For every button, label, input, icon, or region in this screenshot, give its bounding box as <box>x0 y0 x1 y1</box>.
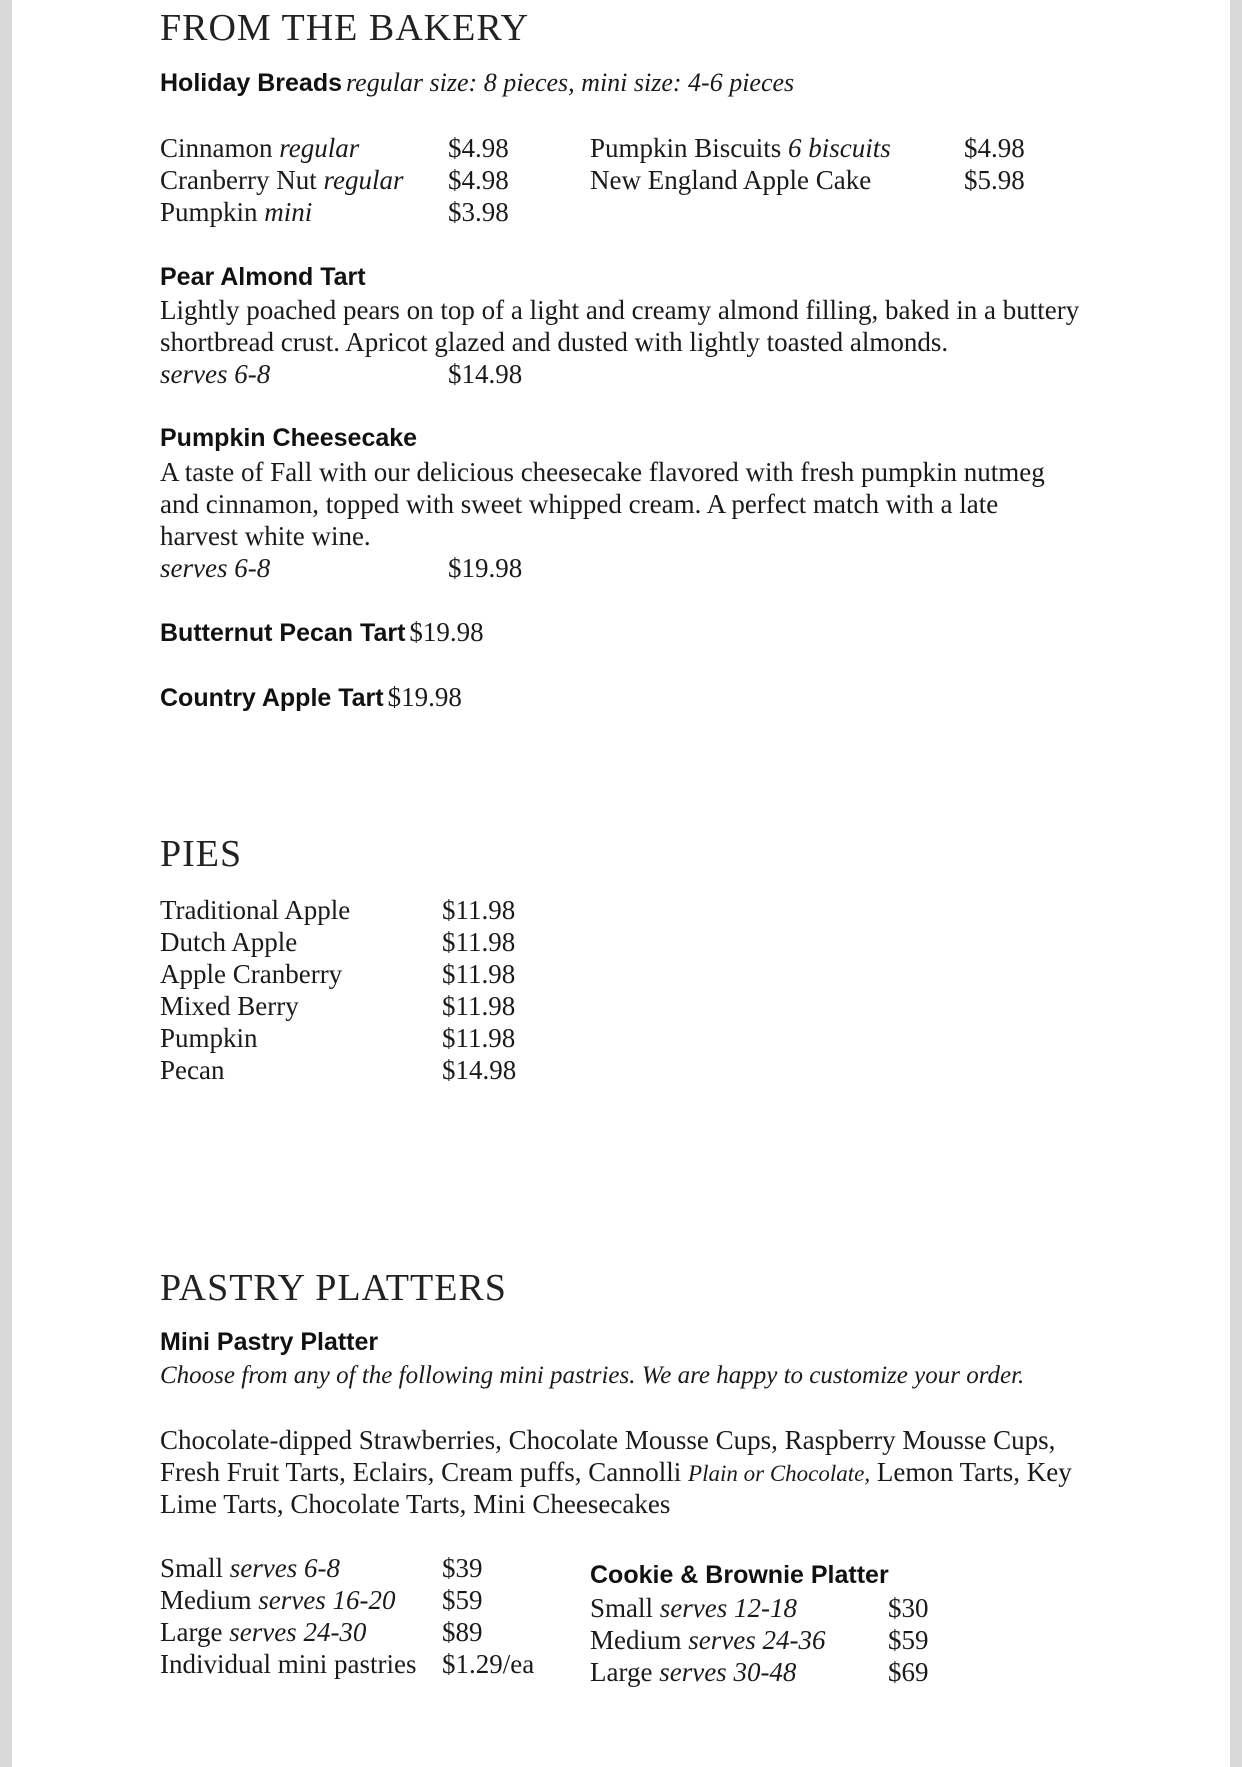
size-serves: serves 12-18 <box>659 1593 797 1623</box>
pie-name: Traditional Apple <box>160 895 351 925</box>
pie-price: $11.98 <box>442 927 516 957</box>
menu-page <box>12 0 1230 1767</box>
item-price: $4.98 <box>448 133 509 163</box>
pear-tart-desc-line: shortbread crust. Apricot glazed and dusted with lightly toasted almonds. <box>160 327 949 357</box>
cookie-platter-title: Cookie & Brownie Platter <box>590 1561 889 1589</box>
size-price: $1.29/ea <box>442 1649 535 1679</box>
item-price: $3.98 <box>448 197 509 227</box>
platter-size <box>160 1584 395 1616</box>
pastry-list-part: Lemon Tarts, Key <box>876 1457 1072 1487</box>
platter-size <box>160 1616 366 1648</box>
platter-size <box>590 1624 825 1656</box>
item-name: Cranberry Nut <box>160 165 317 195</box>
pie-name: Dutch Apple <box>160 927 298 957</box>
cheesecake-desc-line: harvest white wine. <box>160 521 371 551</box>
holiday-breads-sizes: regular size: 8 pieces, mini size: 4-6 pieces <box>346 68 795 97</box>
platter-size <box>590 1592 797 1624</box>
pear-tart-price: $14.98 <box>448 359 523 389</box>
country-apple-tart <box>160 682 462 713</box>
pie-name: Apple Cranberry <box>160 959 343 989</box>
size-name: Medium <box>160 1585 252 1615</box>
pie-name: Mixed Berry <box>160 991 299 1021</box>
mini-pastry-note: Choose from any of the following mini pastries. We are happy to customize your order. <box>160 1362 1025 1389</box>
pie-price: $11.98 <box>442 991 516 1021</box>
menu-item <box>590 164 871 196</box>
size-name: Small <box>160 1553 224 1583</box>
cannolli-options: Plain or Chocolate, <box>688 1461 871 1486</box>
item-name: Pumpkin <box>160 197 258 227</box>
pastry-list-part: Fresh Fruit Tarts, Eclairs, Cream puffs, Cannolli <box>160 1457 682 1487</box>
pie-name: Pecan <box>160 1055 225 1085</box>
size-serves: serves 16-20 <box>258 1585 396 1615</box>
pie-price: $14.98 <box>442 1055 517 1085</box>
menu-item <box>590 132 891 164</box>
cheesecake-desc-line: and cinnamon, topped with sweet whipped cream. A perfect match with a late <box>160 489 999 519</box>
item-size: 6 biscuits <box>788 133 891 163</box>
menu-item <box>160 132 359 164</box>
menu-item <box>160 164 403 196</box>
pie-price: $11.98 <box>442 1023 516 1053</box>
platter-size <box>590 1656 796 1688</box>
holiday-breads-title: Holiday Breads <box>160 69 343 97</box>
item-name: Cinnamon <box>160 133 273 163</box>
size-serves: serves 30-48 <box>659 1657 797 1687</box>
item-size: mini <box>264 197 313 227</box>
size-name: Individual mini pastries <box>160 1649 417 1679</box>
pastry-list-line: Lime Tarts, Chocolate Tarts, Mini Cheesecakes <box>160 1489 671 1519</box>
size-price: $39 <box>442 1553 483 1583</box>
size-price: $59 <box>888 1625 929 1655</box>
section-heading-pastry-platters: PASTRY PLATTERS <box>160 1267 507 1309</box>
size-serves: serves 24-30 <box>229 1617 367 1647</box>
butternut-tart <box>160 617 484 648</box>
holiday-breads-header <box>160 68 794 98</box>
cheesecake-title: Pumpkin Cheesecake <box>160 424 418 452</box>
section-heading-bakery: FROM THE BAKERY <box>160 7 530 49</box>
country-apple-tart-price: $19.98 <box>387 682 462 712</box>
size-price: $89 <box>442 1617 483 1647</box>
size-name: Large <box>160 1617 223 1647</box>
pear-tart-serves: serves 6-8 <box>160 359 271 389</box>
size-name: Large <box>590 1657 653 1687</box>
platter-size <box>160 1552 340 1584</box>
section-heading-pies: PIES <box>160 833 243 875</box>
pear-tart-desc-line: Lightly poached pears on top of a light and creamy almond filling, baked in a buttery <box>160 295 1080 325</box>
pie-price: $11.98 <box>442 895 516 925</box>
butternut-tart-price: $19.98 <box>409 617 484 647</box>
item-name: New England Apple Cake <box>590 165 872 195</box>
size-serves: serves 6-8 <box>229 1553 340 1583</box>
item-price: $4.98 <box>964 133 1025 163</box>
cheesecake-desc-line: A taste of Fall with our delicious cheesecake flavored with fresh pumpkin nutmeg <box>160 457 1045 487</box>
butternut-tart-title: Butternut Pecan Tart <box>160 619 406 647</box>
cheesecake-serves: serves 6-8 <box>160 553 271 583</box>
pastry-list-line: Chocolate-dipped Strawberries, Chocolate Mousse Cups, Raspberry Mousse Cups, <box>160 1425 1056 1455</box>
item-price: $5.98 <box>964 165 1025 195</box>
size-price: $69 <box>888 1657 929 1687</box>
item-price: $4.98 <box>448 165 509 195</box>
mini-pastry-title: Mini Pastry Platter <box>160 1328 379 1356</box>
item-size: regular <box>323 165 404 195</box>
pie-price: $11.98 <box>442 959 516 989</box>
size-name: Small <box>590 1593 654 1623</box>
pastry-list-line <box>160 1456 1072 1490</box>
platter-size <box>160 1648 416 1680</box>
country-apple-tart-title: Country Apple Tart <box>160 684 384 712</box>
pie-name: Pumpkin <box>160 1023 258 1053</box>
size-serves: serves 24-36 <box>688 1625 826 1655</box>
cheesecake-price: $19.98 <box>448 553 523 583</box>
size-price: $59 <box>442 1585 483 1615</box>
item-name: Pumpkin Biscuits <box>590 133 782 163</box>
size-name: Medium <box>590 1625 682 1655</box>
size-price: $30 <box>888 1593 929 1623</box>
item-size: regular <box>279 133 360 163</box>
menu-item <box>160 196 312 228</box>
pear-tart-title: Pear Almond Tart <box>160 263 366 291</box>
